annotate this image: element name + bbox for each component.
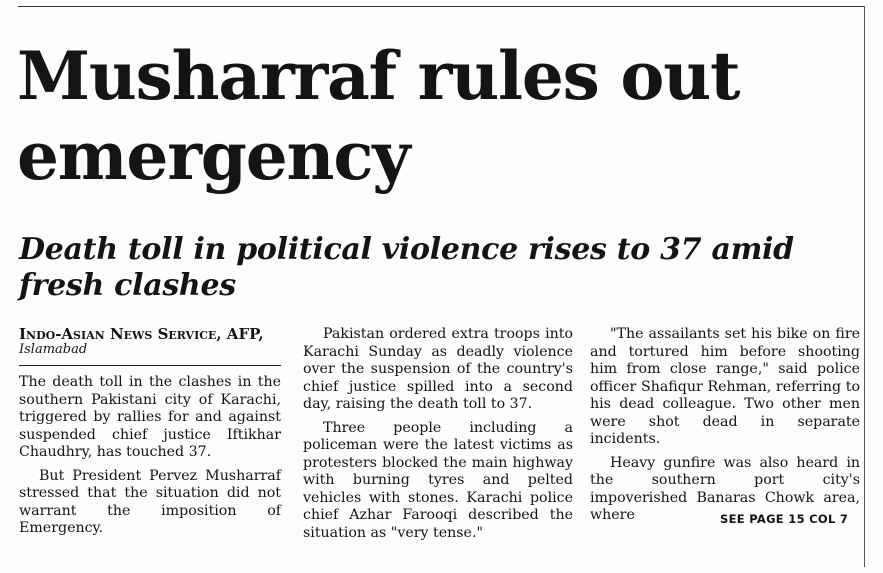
byline-place: Islamabad	[19, 342, 88, 357]
subheadline: Death toll in political violence rises to 37 amid fresh clashes	[19, 232, 794, 303]
paragraph: Three people including a policeman were the latest victims as protesters blocked the main highway with burning tyres and pelted vehicles with stones. Karachi police chief Azhar Farooqi described the situation as "very tense."	[303, 419, 573, 541]
headline: Musharraf rules out emergency	[17, 37, 740, 195]
article-column-2	[303, 326, 573, 548]
byline-agency: Indo-Asian News Service, AFP,	[19, 325, 264, 343]
article-column-1	[19, 326, 281, 544]
article-column-3	[590, 326, 860, 531]
right-column-rule	[864, 6, 865, 567]
byline-rule	[19, 365, 281, 366]
paragraph: The death toll in the clashes in the southern Pakistani city of Karachi, triggered by rallies for and against suspended chief justice Iftikhar Chaudhry, has touched 37.	[19, 374, 281, 460]
paragraph: Heavy gunfire was also heard in the southern port city's impoverished Banaras Chowk area, where	[590, 454, 860, 523]
top-rule	[18, 6, 865, 7]
paragraph: But President Pervez Musharraf stressed that the situation did not warrant the imposition of Emergency.	[19, 467, 281, 536]
continuation-line: SEE PAGE 15 COL 7	[720, 512, 849, 526]
paragraph: "The assailants set his bike on fire and tortured him before shooting him from close range," said police officer Shafiqur Rehman, referring to his dead colleague. Two other men were shot dead in separate incidents.	[590, 326, 860, 447]
paragraph: Pakistan ordered extra troops into Karachi Sunday as deadly violence over the suspension of the country's chief justice spilled into a second day, raising the death toll to 37.	[303, 326, 573, 412]
